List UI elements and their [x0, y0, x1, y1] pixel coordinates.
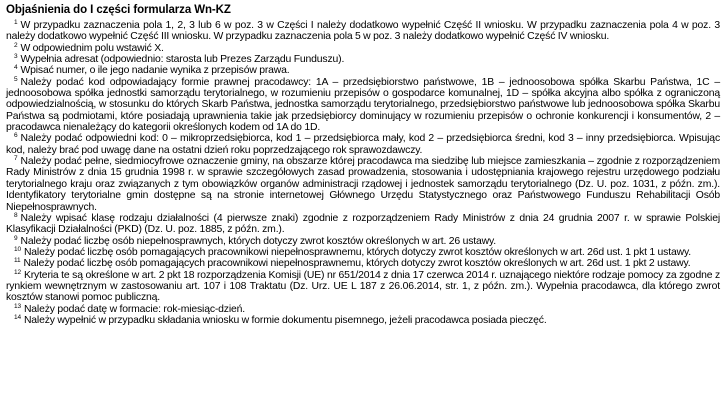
footnote-number: 2 — [14, 41, 18, 49]
footnote-6 — [6, 133, 720, 156]
footnote-text: Należy wypełnić w przypadku składania wniosku w formie dokumentu pisemnego, jeżeli pracodawca posiada pieczęć. — [23, 314, 547, 326]
footnote-4 — [6, 65, 720, 76]
footnote-text: Należy podać datę w formacie: rok-miesiąc-dzień. — [23, 303, 246, 315]
footnote-7 — [6, 156, 720, 213]
footnote-10 — [6, 247, 720, 258]
footnote-text: Należy podać kod odpowiadający formie prawnej pracodawcy: 1A – przedsiębiorstwo państwowe, 1B – jednoosobowa spółka Skarbu Państwa, 1C – jednoosobowa spółka jednostki samorządu terytorialnego, w rozumieniu przepisów o gospodarce komunalnej, 1D – spółka akcyjna albo spółka z ograniczoną odpowiedzialnością, w stosunku do których Skarb Państwa, jednostka samorządu terytorialnego, przedsiębiorstwo państwowe lub jednoosobowa spółka Skarbu Państwa są podmiotami, które posiadają uprawnienia takie jak przedsiębiorcy dominujący w rozumieniu przepisów o ochronie konkurencji i konsumentów, 2 – pracodawca nienależący do kategorii określonych kodem od 1A do 1D. — [6, 76, 720, 134]
footnote-number: 14 — [14, 313, 21, 321]
footnote-number: 1 — [14, 19, 18, 26]
footnote-number: 6 — [14, 132, 18, 140]
footnote-number: 12 — [14, 268, 21, 276]
footnote-text: W odpowiednim polu wstawić X. — [20, 42, 164, 54]
footnote-text: Należy podać liczbę osób pomagających pracownikowi niepełnosprawnemu, których dotyczy zwrot kosztów określonych w art. 26d ust. 1 pkt 2 ustawy. — [23, 258, 691, 270]
footnote-number: 10 — [14, 245, 21, 253]
footnote-text: Należy podać odpowiedni kod: 0 – mikroprzedsiębiorca, kod 1 – przedsiębiorca mały, kod 2 – przedsiębiorca średni, kod 3 – inny przedsiębiorca. Wpisując kod, należy brać pod uwagę dane na ostatni dzień roku poprzedzającego rok sprawozdawczy. — [6, 133, 720, 156]
footnote-text: Należy wpisać klasę rodzaju działalności (4 pierwsze znaki) zgodnie z rozporządzeniem Rady Ministrów z dnia 24 grudnia 2007 r. w sprawie Polskiej Klasyfikacji Działalności (PKD) (Dz. U. poz. 1885, z późn. zm.). — [6, 212, 720, 236]
footnote-number: 13 — [14, 302, 21, 310]
footnote-11 — [6, 258, 720, 269]
footnote-14 — [6, 315, 720, 326]
footnote-number: 4 — [14, 64, 18, 72]
footnote-8 — [6, 213, 720, 236]
footnote-text: Należy podać liczbę osób pomagających pracownikowi niepełnosprawnemu, których dotyczy zwrot kosztów określonych w art. 26d ust. 1 pkt 1 ustawy. — [23, 246, 691, 258]
footnote-text: Należy podać liczbę osób niepełnosprawnych, których dotyczy zwrot kosztów określonych w art. 26 ustawy. — [20, 235, 497, 247]
footnote-1 — [6, 20, 720, 43]
footnote-12 — [6, 270, 720, 304]
footnote-text: W przypadku zaznaczenia pola 1, 2, 3 lub 6 w poz. 3 w Części I należy dodatkowo wypełnić Część II wniosku. W przypadku zaznaczenia pola 4 w poz. 3 należy dodatkowo wypełnić Część III wniosku. W przypadku zaznaczenia pola 5 w poz. 3 należy dodatkowo wypełnić Część IV wniosku. — [6, 20, 720, 43]
footnote-9 — [6, 236, 720, 247]
footnote-text: Wypełnia adresat (odpowiednio: starosta lub Prezes Zarządu Funduszu). — [20, 54, 345, 66]
footnote-number: 3 — [14, 53, 18, 61]
footnote-5 — [6, 77, 720, 134]
footnote-number: 5 — [14, 75, 18, 83]
footnote-number: 9 — [14, 234, 18, 242]
footnote-number: 8 — [14, 211, 18, 219]
footnote-13 — [6, 304, 720, 315]
footnote-text: Kryteria te są określone w art. 2 pkt 18 rozporządzenia Komisji (UE) nr 651/2014 z dnia 17 czerwca 2014 r. uznającego niektóre rodzaje pomocy za zgodne z rynkiem wewnętrznym w zastosowaniu art. 107 i 108 Traktatu (Dz. Urz. UE L 187 z 26.06.2014, str. 1, z późn. zm.). Wypełnia pracodawca, dla którego zwrot kosztów stanowi pomoc publiczną. — [6, 269, 720, 304]
footnote-number: 11 — [14, 257, 21, 265]
footnote-number: 7 — [14, 155, 18, 163]
footnote-text: Wpisać numer, o ile jego nadanie wynika z przepisów prawa. — [20, 65, 290, 77]
footnote-text: Należy podać pełne, siedmiocyfrowe oznaczenie gminy, na obszarze której pracodawca ma siedzibę lub miejsce zamieszkania – zgodnie z rozporządzeniem Rady Ministrów z dnia 15 grudnia 1998 r. w sprawie szczegółowych zasad prowadzenia, stosowania i udostępniania krajowego rejestru urzędowego podziału terytorialnego kraju oraz związanych z tym obowiązków organów administracji rządowej i jednostek samorządu terytorialnego (Dz. U. poz. 1031, z późn. zm.). Identyfikatory terytorialne gmin dostępne są na stronie internetowej Głównego Urzędu Statystycznego oraz Państwowego Funduszu Rehabilitacji Osób Niepełnosprawnych. — [6, 156, 720, 213]
footnote-2 — [6, 43, 720, 54]
footnote-3 — [6, 54, 720, 65]
page-heading: Objaśnienia do I części formularza Wn-KZ — [6, 4, 231, 16]
